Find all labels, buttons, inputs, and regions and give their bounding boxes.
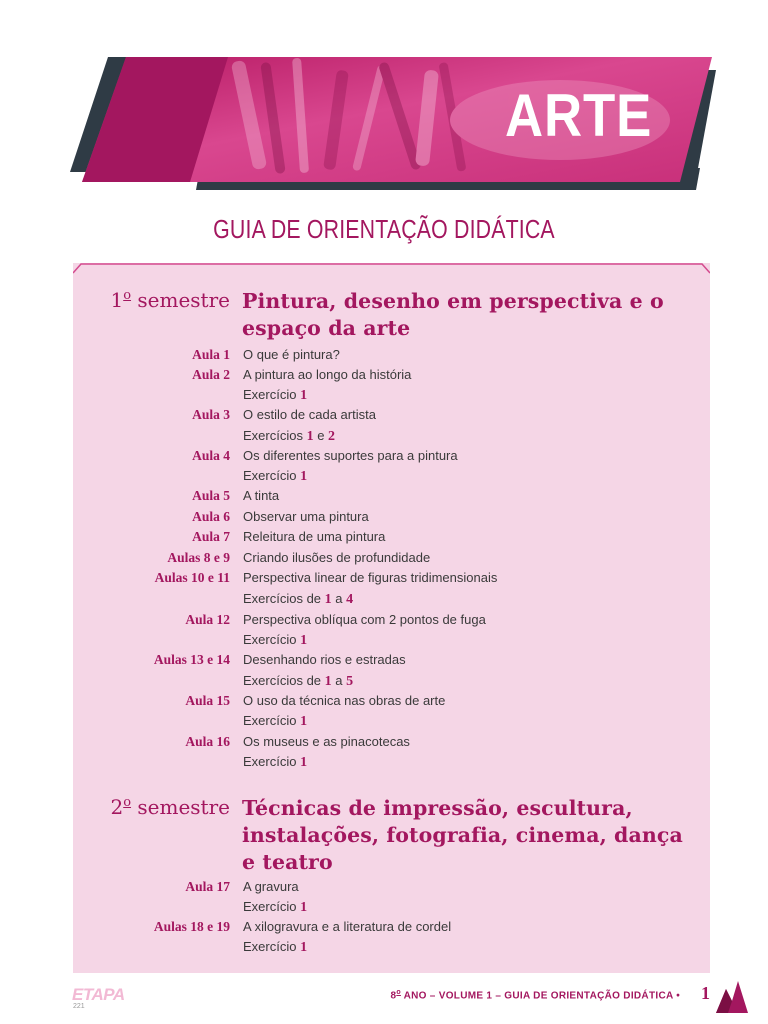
list-item: Exercício 1 xyxy=(243,939,308,955)
list-item: Exercício 1 xyxy=(243,713,308,729)
list-item: Aula 15 O uso da técnica nas obras de arte xyxy=(185,693,446,708)
list-item: Aulas 10 e 11 Perspectiva linear de figuras tridimensionais xyxy=(154,570,498,585)
list-item: Aulas 8 e 9 Criando ilusões de profundidade xyxy=(167,550,431,565)
semester-title: Pintura, desenho em perspectiva e o espaço da arte xyxy=(242,289,664,340)
list-item: Aula 5 A tinta xyxy=(192,488,280,503)
list-item: Exercício 1 xyxy=(243,754,308,770)
list-item: Exercícios 1 e 2 xyxy=(243,428,336,444)
list-item: Aula 4 Os diferentes suportes para a pintura xyxy=(192,448,458,463)
semester-label: 1$^o$ semestre xyxy=(110,288,230,312)
list-item: Aula 2 A pintura ao longo da história xyxy=(192,367,412,382)
page-title: GUIA DE ORIENTAÇÃO DIDÁTICA xyxy=(213,214,555,244)
list-item: Exercícios de 1 a 4 xyxy=(243,591,354,607)
list-item: Exercício 1 xyxy=(243,468,308,484)
list-item: Aula 1 O que é pintura? xyxy=(192,347,340,362)
semester-label: 2$^o$ semestre xyxy=(110,795,230,819)
list-item: Aula 6 Observar uma pintura xyxy=(192,509,369,524)
list-item: Exercício 1 xyxy=(243,899,308,915)
publisher-mark-icon xyxy=(712,975,752,1015)
page-number: 1 xyxy=(701,983,710,1003)
content-box xyxy=(73,263,710,973)
subject-title: ARTE xyxy=(505,82,653,149)
list-item: Exercício 1 xyxy=(243,387,308,403)
list-item: Aula 7 Releitura de uma pintura xyxy=(192,529,386,544)
list-item: Aula 16 Os museus e as pinacotecas xyxy=(185,734,410,749)
list-item: Exercício 1 xyxy=(243,632,308,648)
list-item: Aulas 18 e 19 A xilogravura e a literatura de cordel xyxy=(153,919,452,934)
footer-caption: 8$^o$ ANO – VOLUME 1 – GUIA DE ORIENTAÇÃO DIDÁTICA • xyxy=(390,989,680,1002)
footer-code: 221 xyxy=(73,1003,85,1010)
publisher-logo: ETAPA xyxy=(72,985,125,1004)
header-banner xyxy=(0,0,768,200)
list-item: Aula 3 O estilo de cada artista xyxy=(192,407,376,422)
list-item: Aula 12 Perspectiva oblíqua com 2 pontos de fuga xyxy=(185,612,486,627)
box-top-border xyxy=(73,263,710,275)
list-item: Exercícios de 1 a 5 xyxy=(243,673,354,689)
list-item: Aulas 13 e 14 Desenhando rios e estradas xyxy=(153,652,406,667)
semester-title: Técnicas de impressão, escultura, instalações, fotografia, cinema, dança e teatro xyxy=(242,796,683,874)
list-item: Aula 17 A gravura xyxy=(185,879,299,894)
